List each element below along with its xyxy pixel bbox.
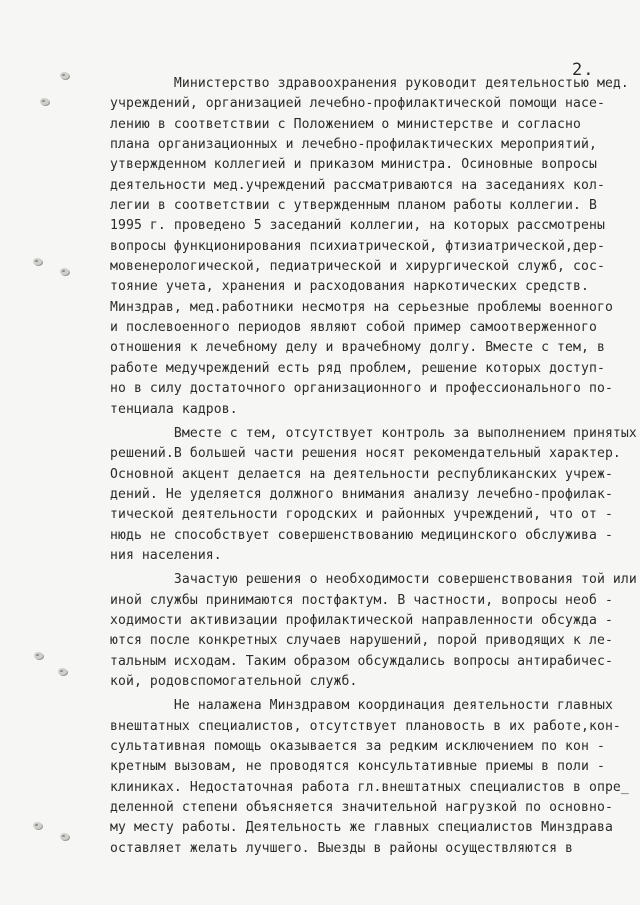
text-line: утвержденном коллегией и приказом министра. Осиновные вопросы — [110, 157, 597, 173]
text-line: деятельности мед.учреждений рассматриваются на заседаниях кол- — [110, 177, 605, 193]
binding-hole-mark — [34, 652, 43, 659]
text-line: Вместе с тем, отсутствует контроль за выполнением принятых — [110, 425, 637, 441]
text-line: нюдь не способствует совершенствованию медицинского обслужива - — [110, 527, 613, 543]
text-line: лению в соответствии с Положением о министерстве и согласно — [110, 116, 582, 132]
paragraph — [110, 696, 629, 859]
text-line: тальным исходам. Таким образом обсуждались вопросы антирабичес- — [110, 653, 613, 669]
binding-hole-mark — [33, 258, 42, 265]
text-line: 1995 г. проведено 5 заседаний коллегии, на которых рассмотрены — [110, 218, 605, 234]
text-line: му месту работы. Деятельность же главных специалистов Минздрава — [110, 820, 613, 836]
binding-hole-mark — [60, 72, 69, 79]
text-line: тояние учета, хранения и расходования наркотических средств. — [110, 279, 589, 295]
text-line: вопросы функционирования психиатрической, фтизиатрической,дер- — [110, 238, 605, 254]
binding-hole-mark — [60, 833, 69, 840]
binding-hole-mark — [60, 268, 69, 275]
text-line: отношения к лечебному делу и врачебному долгу. Вместе с тем, в — [110, 340, 605, 356]
text-line: тенциала кадров. — [110, 401, 238, 417]
text-line: Не налажена Минздравом координация деятельности главных — [110, 698, 613, 714]
text-line: решений.В большей части решения носят рекомендательный характер. — [110, 446, 621, 462]
text-line: работе медучреждений есть ряд проблем, решение которых доступ- — [110, 360, 605, 376]
text-line: учреждений, организацией лечебно-профилактической помощи насе- — [110, 96, 605, 112]
text-line: ния населения. — [110, 547, 222, 563]
text-line: кретным вызовам, не проводятся консультативные приемы в поли - — [110, 759, 605, 775]
text-line: Основной акцент делается на деятельности республиканских учреж- — [110, 466, 613, 482]
binding-hole-mark — [40, 98, 49, 105]
paragraph — [110, 74, 629, 420]
document-body — [110, 74, 637, 863]
text-line: клиниках. Недостаточная работа гл.внештатных специалистов в опре_ — [110, 779, 629, 795]
text-line: Зачастую решения о необходимости совершенствования той или — [110, 572, 637, 588]
page-number: 2. — [572, 60, 595, 80]
text-line: ются после конкретных случаев нарушений, порой приводящих к ле- — [110, 633, 613, 649]
text-line: плана организационных и лечебно-профилактических мероприятий, — [110, 137, 597, 153]
text-line: внештатных специалистов, отсутствует плановость в их работе,кон- — [110, 718, 621, 734]
text-line: легии в соответствии с утвержденным планом работы коллегии. В — [110, 198, 597, 214]
text-line: кой, родовспомогательной служб. — [110, 673, 358, 689]
text-line: Министерство здравоохранения руководит деятельностью мед. — [110, 76, 629, 91]
binding-hole-mark — [58, 668, 67, 675]
text-line: и послевоенного периодов являют собой пример самоотверженного — [110, 320, 597, 336]
text-line: дений. Не уделяется должного внимания анализу лечебно-профилак- — [110, 486, 613, 502]
text-line: оставляет желать лучшего. Выезды в районы осуществляются в — [110, 840, 574, 856]
text-line: деленной степени объясняется значительной нагрузкой по основно- — [110, 800, 613, 816]
paragraph — [110, 570, 637, 692]
text-line: мовенерологической, педиатрической и хирургической служб, сос- — [110, 259, 605, 275]
text-line: сультативная помощь оказывается за редким исключением по кон - — [110, 739, 605, 754]
text-line: ходимости активизации профилактической направленности обсужда - — [110, 612, 613, 628]
text-line: иной службы принимаются постфактум. В частности, вопросы необ - — [110, 592, 613, 608]
paragraph — [110, 424, 637, 566]
text-line: Минздрав, мед.работники несмотря на серьезные проблемы военного — [110, 299, 613, 315]
text-line: тической деятельности городских и районных учреждений, что от - — [110, 507, 613, 523]
text-line: но в силу достаточного организационного и профессионального по- — [110, 381, 613, 397]
binding-hole-mark — [33, 822, 42, 829]
